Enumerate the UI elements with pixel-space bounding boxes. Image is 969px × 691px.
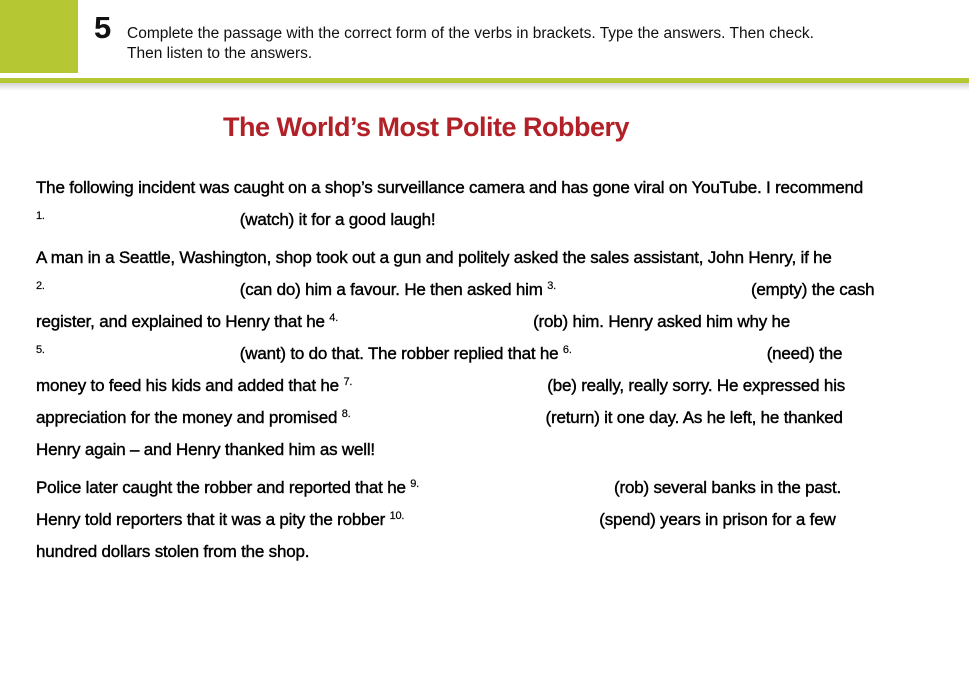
accent-square [0,0,78,73]
blank-number: 8. [341,408,351,420]
passage-line [36,242,961,274]
exercise-number: 5 [94,10,111,45]
passage-text: hundred dollars stolen from the shop. [36,542,310,561]
passage-line [36,370,961,402]
answer-blank-3[interactable] [558,279,751,303]
passage-text: (empty) the cash [750,280,875,299]
passage-text: Police later caught the robber and reported that he [36,478,411,497]
paragraph-1 [36,172,961,236]
passage-line [36,306,961,338]
answer-blank-1[interactable] [47,209,240,233]
passage-text: appreciation for the money and promised [36,408,342,427]
passage-text: (spend) years in prison for a few [599,510,836,529]
paragraph-2 [36,242,961,466]
passage-text: (need) the [766,344,843,363]
passage-text: Henry again – and Henry thanked him as well! [36,440,375,459]
passage-line [36,402,961,434]
passage-line [36,472,961,504]
passage-text: (rob) several banks in the past. [614,478,842,497]
blank-number: 6. [562,344,572,356]
blank-number: 1. [36,210,45,222]
answer-blank-4[interactable] [340,311,533,335]
passage-text: The following incident was caught on a shop’s surveillance camera and has gone viral on YouTube. I recommend [36,178,864,197]
passage-text: (be) really, really sorry. He expressed his [547,376,846,395]
answer-blank-6[interactable] [574,343,767,367]
passage-line [36,504,961,536]
passage-line [36,274,961,306]
passage-text: register, and explained to Henry that he [36,312,330,331]
passage-line [36,536,961,568]
blank-number: 10. [389,510,405,522]
passage-text: A man in a Seattle, Washington, shop took out a gun and politely asked the sales assistant, John Henry, if he [36,248,832,267]
exercise-instructions [127,24,814,64]
answer-blank-8[interactable] [353,407,546,431]
passage-text: money to feed his kids and added that he [36,376,344,395]
passage-text: (can do) him a favour. He then asked him [239,280,548,299]
answer-blank-10[interactable] [406,509,599,533]
answer-blank-5[interactable] [47,343,240,367]
passage-line [36,204,961,236]
passage-text: Henry told reporters that it was a pity the robber [36,510,390,529]
passage-line [36,434,961,466]
blank-number: 4. [329,312,339,324]
instructions-line-2: Then listen to the answers. [127,45,313,62]
passage [36,172,961,574]
header-rule-shadow [0,83,969,91]
passage-text: (rob) him. Henry asked him why he [533,312,791,331]
passage-line [36,338,961,370]
blank-number: 3. [547,280,556,292]
passage-text: (return) it one day. As he left, he thanked [545,408,843,427]
passage-title: The World’s Most Polite Robbery [222,112,630,142]
answer-blank-7[interactable] [354,375,547,399]
blank-number: 5. [36,344,45,356]
passage-text: (watch) it for a good laugh! [239,210,436,229]
answer-blank-9[interactable] [421,477,614,501]
blank-number: 9. [410,478,420,490]
passage-line [36,172,961,204]
answer-blank-2[interactable] [47,279,240,303]
paragraph-3 [36,472,961,568]
blank-number: 7. [343,376,353,388]
blank-number: 2. [36,280,45,292]
passage-text: (want) to do that. The robber replied that he [239,344,563,363]
instructions-line-1: Complete the passage with the correct form of the verbs in brackets. Type the answers. Then check. [127,25,814,42]
